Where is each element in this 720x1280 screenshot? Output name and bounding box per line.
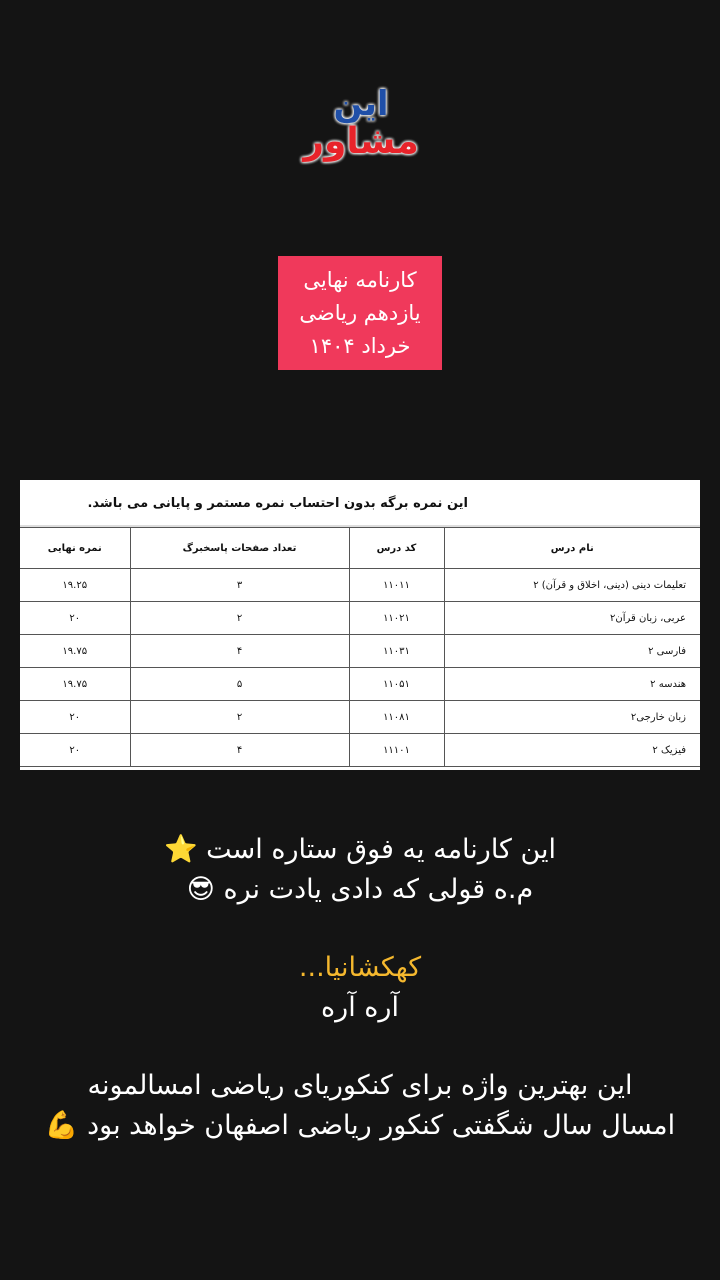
report-note: این نمره برگه بدون احتساب نمره مستمر و پایانی می باشد.: [20, 480, 700, 527]
course-name-cell: عربی، زبان قرآن۲: [444, 602, 700, 635]
table-row: [20, 635, 700, 668]
table-row: [20, 734, 700, 767]
table-row: [20, 668, 700, 701]
final-grade-cell: ۱۹.۷۵: [20, 635, 130, 668]
caption-line-1: این کارنامه یه فوق ستاره است ⭐: [163, 834, 557, 865]
final-grade-cell: ۲۰: [20, 734, 130, 767]
answer-pages-cell: ۴: [130, 734, 349, 767]
logo-line-1: این: [333, 84, 389, 124]
course-code-cell: ۱۱۰۵۱: [349, 668, 444, 701]
table-row: [20, 602, 700, 635]
final-grade-cell: ۲۰: [20, 701, 130, 734]
table-header-row: [20, 528, 700, 569]
answer-pages-cell: ۳: [130, 569, 349, 602]
table-row: [20, 569, 700, 602]
course-name-cell: تعلیمات دینی (دینی، اخلاق و قرآن) ۲: [444, 569, 700, 602]
header-course-code: کد درس: [349, 528, 444, 569]
caption-line-4: آره آره: [321, 992, 399, 1023]
course-name-cell: فیزیک ۲: [444, 734, 700, 767]
answer-pages-cell: ۲: [130, 701, 349, 734]
caption-line-6: امسال سال شگفتی کنکور ریاضی اصفهان خواهد بود 💪: [44, 1110, 676, 1141]
header-final-grade: نمره نهایی: [20, 528, 130, 569]
banner-line: خرداد ۱۴۰۴: [309, 333, 411, 358]
course-name-cell: فارسی ۲: [444, 635, 700, 668]
grade-report-card: [20, 480, 700, 770]
course-name-cell: هندسه ۲: [444, 668, 700, 701]
final-grade-cell: ۱۹.۲۵: [20, 569, 130, 602]
course-code-cell: ۱۱۰۸۱: [349, 701, 444, 734]
answer-pages-cell: ۵: [130, 668, 349, 701]
caption-line-5: این بهترین واژه برای کنکوریای ریاضی امسالمونه: [87, 1070, 633, 1101]
final-grade-cell: ۲۰: [20, 602, 130, 635]
banner-line: یازدهم ریاضی: [299, 300, 421, 325]
report-card-banner: [278, 256, 442, 370]
answer-pages-cell: ۲: [130, 602, 349, 635]
table-row: [20, 701, 700, 734]
course-name-cell: زبان خارجی۲: [444, 701, 700, 734]
caption-line-2: م.ه قولی که دادی یادت نره 😎: [186, 874, 534, 905]
grades-table: [20, 527, 700, 767]
brand-logo: [300, 86, 422, 166]
final-grade-cell: ۱۹.۷۵: [20, 668, 130, 701]
answer-pages-cell: ۴: [130, 635, 349, 668]
header-answer-pages: تعداد صفحات پاسخبرگ: [130, 528, 349, 569]
course-code-cell: ۱۱۰۱۱: [349, 569, 444, 602]
header-course-name: نام درس: [444, 528, 700, 569]
course-code-cell: ۱۱۰۳۱: [349, 635, 444, 668]
logo-line-2: مشاور: [303, 121, 419, 162]
banner-line: کارنامه نهایی: [303, 267, 417, 292]
caption-highlight: کهکشانیا...: [298, 952, 422, 983]
course-code-cell: ۱۱۰۲۱: [349, 602, 444, 635]
course-code-cell: ۱۱۱۰۱: [349, 734, 444, 767]
